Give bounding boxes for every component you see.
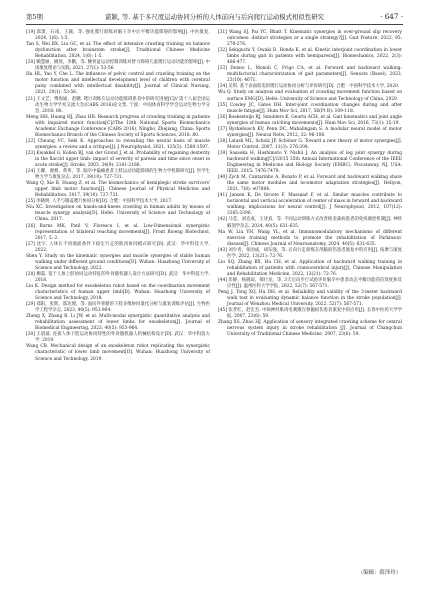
reference-entry: Ma W, Liu YH, Wang YL, et al. Immunomodulatory mechanisms of different exercise training methods to promote the rehabilitation of Parkinson' disease[J]. Chinese Journal of Neuroanatomy, 2024, 40(5): 631-635. xyxy=(218,229,402,247)
reference-entry: Zheng X, Zhang B, Li JW, et al. Multi-modal synergistic quantitative analysis and rehabilitation assessment of lower limbs for exoskeleton[J]. Journal of Biomedical Engineering, 2023, 40(5): 953-964. xyxy=(26,314,210,332)
reference-entry: Niu XC. Investigation on hands-and-knees crawling in human adults by means of muscle synergy analysis[D]. Hefei: University of Science and Technology of China, 2017. xyxy=(26,205,210,223)
reference-entry: [39] Sasaoka H, Hashimoto Y, Nishii J. An analysis of leg joint synergy during backward walking[C]//2015 35th Annual International Conference of the IEEE Engineering in Medicine and Biology Society (EMBC). Piscataway, NJ, USA: IEEE, 2015: 7476-7479. xyxy=(218,150,402,175)
reference-entry: [41] Jansen K, De Groote F, Massaad F, et al. Similar muscles contribute to horizontal and vertical acceleration of center of mass in forward and backward walking: implications for neural control[J]. J Neurophysiol, 2012, 107(12): 3385-3396. xyxy=(218,193,402,217)
reference-entry: [31] Wang SJ, Pai YC, Bhatt T. Kinematic synergies in over-ground slip recovery outcomes: distinct strategies or a single strategy?[J]. Gait Posture, 2022, 95: 270-276. xyxy=(218,30,402,48)
reference-entry: Shen Y. Study on the kinematic synergies and muscle synergies of stable human walking under different ground conditions[D]. Wuhan: Huazhong University of Science and Technology, 2022. xyxy=(26,253,210,271)
reference-entry: [37] Ryckebusch KV, Penn DC, Mahalingam S. A modular neural model of motor synergies[J]. Neural Netw, 2012, 32: 96-108. xyxy=(218,126,402,138)
reference-entry: [27] 沈宇. 人体在不同地面条件下稳定行走的肌肉协同模式研究[D]. 武汉：华中科技大学, 2022. xyxy=(26,241,210,253)
reference-entry: [19] 邱萧，石南，王颖，等. 强化爬行训练对脑干卒中后平衡功能障碍的影响[J]. 中医康复, 2024, 1(6): 1-5. xyxy=(26,30,210,42)
reference-entry: [25] 李晓明. 人手与膝盖爬行协同分析[D]. 合肥：中国科学技术大学, 2017. xyxy=(26,199,173,205)
reference-entry: [33] Donno L, Monoli C, Frigo CA, et al. Forward and backward walking: multifactorial characterization of gait parameters[J]. Sensors (Basel), 2023, 23(10): 4671. xyxy=(218,66,402,84)
reference-entry: [21] 王文艺，傅海通，赵鹏. 爬行训练在运动功能障碍患者中的研究进展[C]// 第十八届全国运动生物力学学术交流大会(CABS 2016)论文集. 宁波：中国体育科学学会运动生物力学分会, 2016: 80. xyxy=(26,96,210,114)
reference-entry: [35] Cowley JC, Gates DH. Inter-joint coordination changes during and after muscle fatigue[J]. Hum Mov Sci, 2017, 56(Pt B): 109-118. xyxy=(218,102,402,114)
reference-entry: Meng HH, Huang HJ, Zhao HB. Research progress of crawling training in patients with impaired motor function[C]//The 18th National Sports Biomechanics Academic Exchange Conference (CABS 2016). Ningbo, Zhejiang, China: Sports Biomechanics Branch of the Chinese Society of Sports Sciences, 2016: 80. xyxy=(26,114,210,138)
reference-entry: Liu K. Design method for exoskeleton robot based on the coordination movement characteristics of human upper limb[D]. Wuhan: Huazhong University of Science and Technology, 2018. xyxy=(26,283,210,302)
reference-entry: [24] 王卿，谢燕，黄英，等. 脑卒中偏瘫患者上肢运动功能障碍的生物力学机制研究[J]. 医学生物力学与康复杂志, 2017, 39(10): 727-731. xyxy=(26,169,210,181)
reference-entry: [30] 王晨波. 连接人体下肢运动协同特性的外骨骼机器人机械结构设计[D]. 武汉：华中科技大学, 2019. xyxy=(26,332,210,344)
reference-entry: Wang Q, Xie B, Huang Z, et al. The biomechanics of hemiplegic stroke survivors' upper limb motor function[J]. Chinese Journal of Physical Medicine and Rehabilitation, 2017, 39(10): 727-731. xyxy=(26,181,210,199)
reference-entry: Zhang XS, Zhao HJ. Application of sensory integrated crawling scheme for central nervous system injury in stroke rehabilitation [J]. Journal of Changchun University of Traditional Chinese Medicine, 2007, 23(6): 59. xyxy=(218,320,402,338)
reference-entry: [45] 张孝红，赵宏杰. 中频神经肌肉电刺激在脊髓损伤患者康复中的应用[J]. 长春中医药大学学报, 2007, 23(6): 59. xyxy=(218,308,402,320)
reference-entry: [43] 刘少青，张国成，胡东强，等. 后向行走训练在颅脑损伤患者康复中的应用[J]. 按摩与康复医学, 2022, 13(21): 72-76. xyxy=(218,247,402,259)
reference-entry: Peng J, Tong XQ, Hu DH, et al. Reliability and validity of the 3-meter backward walk test in evaluating dynamic balance function in the stroke population[J]. Journal of Wenzhou Medical University, 2022, 52(7): 567-571. xyxy=(218,290,402,308)
reference-entry: [40] Zych M, Cantarinho A, Bonato P, et al. Forward and backward walking share the same motor modules and locomotor adaptation strategies[J]. Heliyon, 2021, 7(8): e07864. xyxy=(218,175,402,193)
page-number: · 647 · xyxy=(380,12,403,21)
reference-entry: Liu SQ, Zhang BX, Hu CH, et al. Application of backward walking training in rehabilitation of patients with craniocerebral injury[J]. Chinese Manipulation and Rehabilitation Medicine, 2022, 13(21): 72-76. xyxy=(218,259,402,277)
reference-entry: [36] Boekesteijn RJ, Smulders K, Geurts ACH, et al. Gait kinematics and joint angle synergies of human catching movements[J]. Hum Mov Sci, 2016, 73(1): 15-19. xyxy=(218,114,402,126)
reference-entry: [23] Kwakkel G, Kollen BJ, van der Grond J, et al. Probability of regaining dexterity in the flaccid upper limb: impact of severity of paresis and time since onset in acute stroke[J]. Stroke, 2003, 34(9): 2181-2186. xyxy=(26,150,210,169)
editor-credit: （编辑：薛泽玲） xyxy=(357,570,401,576)
reference-entry: [26] Burns MK, Patil V, Florescu I, et al. Low-Dimensional synergistic representation of bilateral reaching movements[J]. Front Bioeng Biotechnol, 2017, 5: 2. xyxy=(26,223,210,241)
reference-entry: [29] 郑阳，张辉，邵达理，等. 面向外骨骼的下肢多维协同量化分析与康复训练评估[J]. 生物医学工程学杂志, 2023, 40(5): 953-964. xyxy=(26,302,210,314)
reference-entry: Hu HL, Yao Y, Che L. The influence of pelvic control and crawling training on the motor function and intellectual development level of children with cerebral palsy combined with intellectual disability[J]. Journal of Clinical Nursing, 2021, 20(1): 53-56. xyxy=(26,72,210,96)
reference-entry: [42] 马莹，刘克成，王述真，等. 不同运动训练方式改善帕金森病患者的免疫调控机制[J]. 神经解剖学杂志, 2024, 40(5): 631-635. xyxy=(218,217,402,229)
references-left-column xyxy=(26,30,210,363)
reference-entry: [28] 柳磊. 基于人体上肢协同运动特征的外骨骼机器人设计方法研究[D]. 武汉：华中科技大学, 2018. xyxy=(26,271,210,283)
reference-entry: [38] Latash ML, Scholz JP, Schöner G. Toward a new theory of motor synergies[J]. Motor Control, 2007, 11(3): 276-308. xyxy=(218,138,402,150)
reference-entry: Tan S, Wei BX, Liu GC, et al. The effect of intensive crawling training on balance dysfunction after brainstem stroke[J]. Traditional Chinese Medicine Rehabilitation, 2024, 1(6): 1-5. xyxy=(26,42,210,60)
running-title: 谌颖, 等. 基于多尺度运动协同分析的人体前向与后向爬行运动模式相似性研究 xyxy=(104,13,324,21)
reference-entry: [32] Sekiguchi Y, Owaki D, Honda K, et al. Kinetic interjoint coordination in lower limbs during gait in patients with hemiparesis[J]. Biomechanics, 2022, 2(3): 466-477. xyxy=(218,48,402,66)
reference-entry: [22] Cheung VC, Seki K. Approaches to revealing the neural basis of muscle synergies: a review and a critique[J]. J Neurophysiol, 2021, 125(5): 1580-1597. xyxy=(26,138,210,150)
running-header xyxy=(26,10,403,25)
issue-number: 第5期 xyxy=(26,13,43,21)
reference-entry: Wang CB. Mechanical design of an exoskeleton robot replicating the synergistic characteristic of lower limb movement[D]. Wuhan: Huazhong University of Science and Technology, 2019. xyxy=(26,344,210,362)
reference-entry: [44] 彭静，杨晓琼，郝行龙，等. 3天后向步行试验评价脑卒中患者动态平衡功能的信效度和反应性[J]. 温州医科大学学报, 2022, 52(7): 567-571. xyxy=(218,277,402,289)
reference-entry: [34] 吴琪. 基于表面肌电的爬行运动协同分析与评价研究[D]. 合肥：中国科学技术大学, 2020. xyxy=(218,84,400,90)
reference-entry: [20] 赖慧丽，姚瑶，李鹏，等. 腰骨盆运动控制训练对智力障碍儿童爬行运动功能的影响[J]. 中国康复理论与实践, 2021, 27(1): 53-56. xyxy=(26,60,210,72)
references-right-column xyxy=(218,30,402,338)
reference-entry: Wu Q. Study on analysis and evaluation of crawling movement function based on surface EMG[D]. Hefei: University of Science and Technology of China, 2020. xyxy=(218,90,402,102)
